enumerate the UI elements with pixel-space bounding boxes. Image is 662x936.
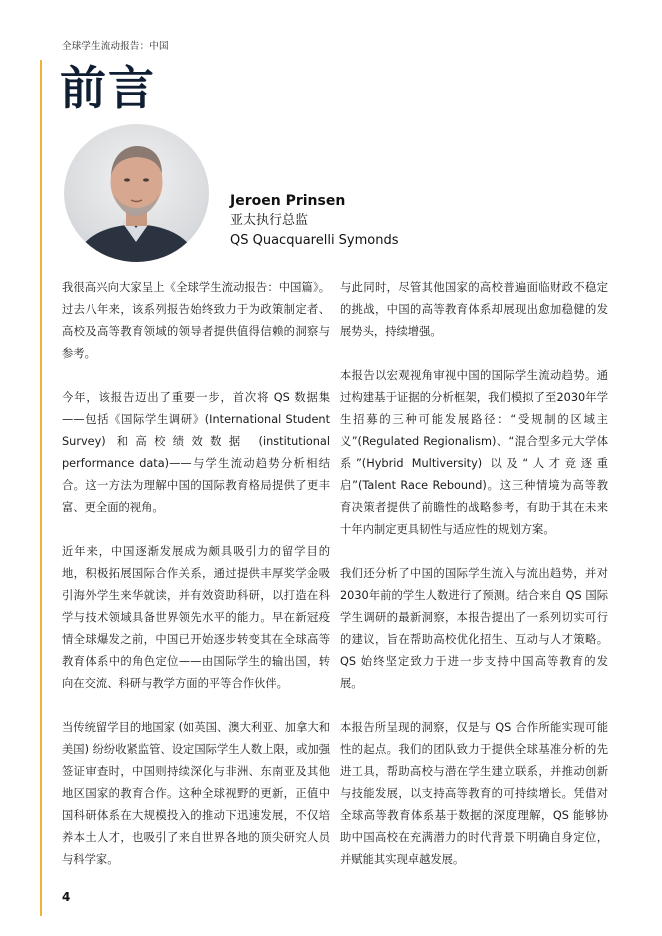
paragraph: 今年，该报告迈出了重要一步，首次将 QS 数据集——包括《国际学生调研》(International Student Survey) 和高校绩效数据 (institutional performance data)——与学生流动趋势分析相结合。这一方法为理解中国的国际教育格局提供了更丰富、更全面的视角。 [62, 391, 330, 514]
page-title: 前言 [60, 61, 156, 115]
author-info [230, 191, 399, 251]
body-right-column [340, 277, 608, 893]
page-number: 4 [62, 890, 71, 904]
paragraph: 当传统留学目的地国家 (如英国、澳大利亚、加拿大和美国) 纷纷收紧监管、设定国际学生人数上限，或加强签证审查时，中国则持续深化与非洲、东南亚及其他地区国家的教育合作。这种全球视野的更新，正值中国科研体系在大规模投入的推动下迅速发展，不仅培养本土人才，也吸引了来自世界各地的顶尖研究人员与科学家。 [62, 721, 330, 866]
author-name: Jeroen Prinsen [230, 193, 346, 209]
paragraph: 近年来，中国逐渐发展成为颇具吸引力的留学目的地，积极拓展国际合作关系，通过提供丰厚奖学金吸引海外学生来华就读，并有效资助科研，以打造在科学与技术领域具备世界领先水平的能力。早在新冠疫情全球爆发之前，中国已开始逐步转变其在全球高等教育体系中的角色定位——由国际学生的输出国，转向在交流、科研与教学方面的平等合作伙伴。 [62, 545, 330, 690]
paragraph: 与此同时，尽管其他国家的高校普遍面临财政不稳定的挑战，中国的高等教育体系却展现出愈加稳健的发展势头，持续增强。 [340, 281, 608, 338]
author-portrait [64, 124, 209, 262]
paragraph: 本报告以宏观视角审视中国的国际学生流动趋势。通过构建基于证据的分析框架，我们模拟了至2030年学生招募的三种可能发展路径：“受规制的区域主义”(Regulated Regionalism)、“混合型多元大学体系”(Hybrid Multiversity) 以及“人才竞逐重启”(Talent Race Rebound)。这三种情境为高等教育决策者提供了前瞻性的战略参考，有助于其在未来十年内制定更具韧性与适应性的规划方案。 [340, 369, 608, 536]
running-header: 全球学生流动报告：中国 [62, 41, 169, 52]
paragraph: 我们还分析了中国的国际学生流入与流出趋势，并对2030年前的学生人数进行了预测。结合来自 QS 国际学生调研的最新洞察，本报告提出了一系列切实可行的建议，旨在帮助高校优化招生、互动与人才策略。QS 始终坚定致力于进一步支持中国高等教育的发展。 [340, 567, 608, 690]
paragraph: 本报告所呈现的洞察，仅是与 QS 合作所能实现可能性的起点。我们的团队致力于提供全球基准分析的先进工具，帮助高校与潜在学生建立联系，并推动创新与技能发展，以支持高等教育的可持续增长。凭借对全球高等教育体系基于数据的深度理解，QS 能够协助中国高校在充满潜力的时代背景下明确自身定位，并赋能其实现卓越发展。 [340, 721, 608, 866]
accent-line [40, 60, 42, 916]
author-organization: QS Quacquarelli Symonds [230, 233, 399, 248]
author-role: 亚太执行总监 [230, 213, 309, 228]
paragraph: 我很高兴向大家呈上《全球学生流动报告：中国篇》。过去八年来，该系列报告始终致力于为政策制定者、高校及高等教育领域的领导者提供值得信赖的洞察与参考。 [62, 281, 330, 360]
body-left-column [62, 277, 330, 893]
